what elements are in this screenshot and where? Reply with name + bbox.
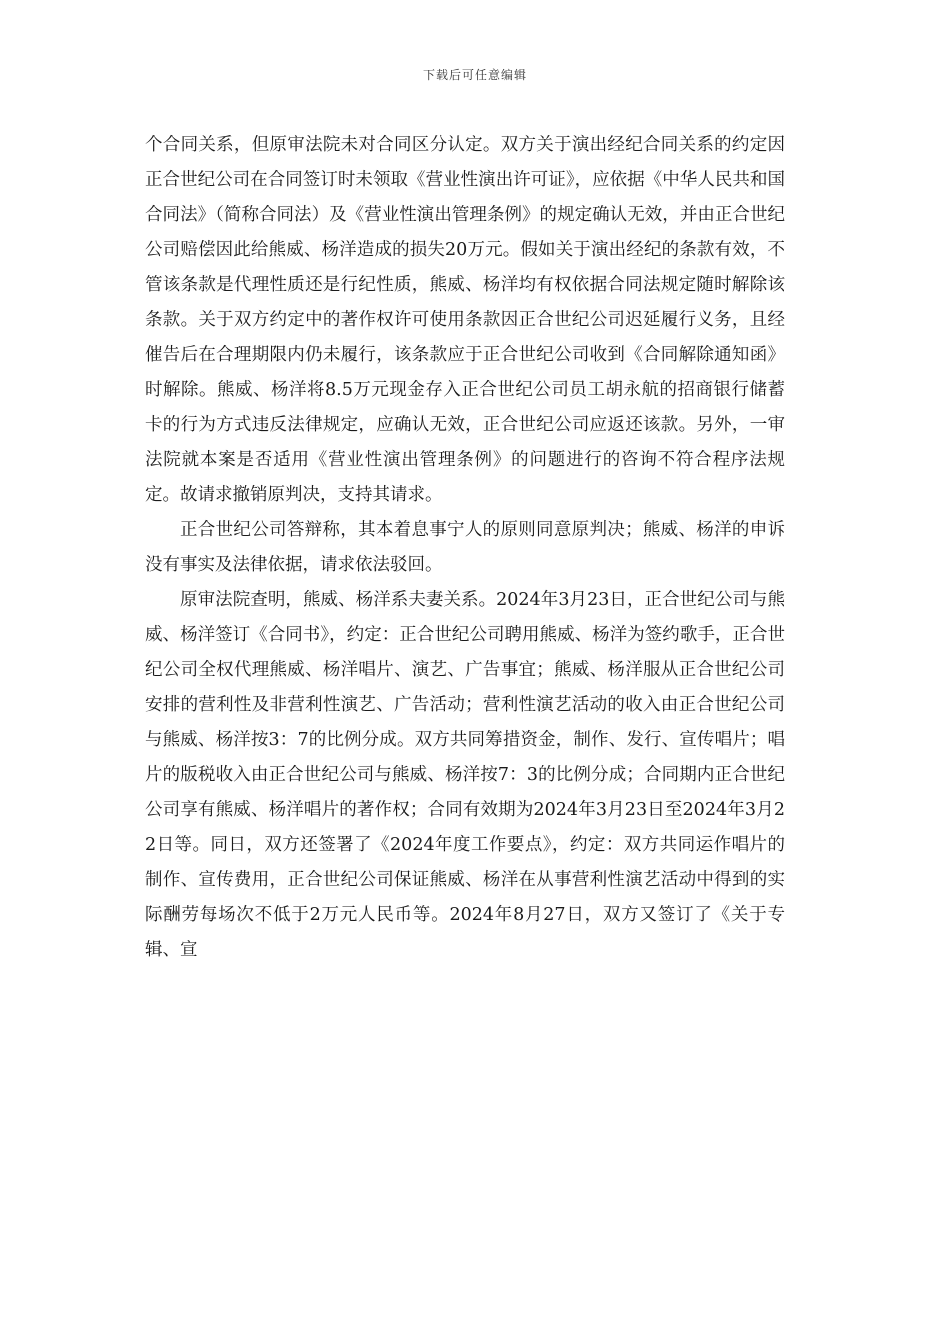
paragraph-appeal-continued: 个合同关系，但原审法院未对合同区分认定。双方关于演出经纪合同关系的约定因正合世纪公司在合同签订时未领取《营业性演出许可证》，应依据《中华人民共和国合同法》（简称合同法）及《营业性演出管理条例》的规定确认无效，并由正合世纪公司赔偿因此给熊威、杨洋造成的损失20万元。假如关于演出经纪的条款有效，不管该条款是代理性质还是行纪性质，熊威、杨洋均有权依据合同法规定随时解除该条款。关于双方约定中的著作权许可使用条款因正合世纪公司迟延履行义务，且经催告后在合理期限内仍未履行，该条款应于正合世纪公司收到《合同解除通知函》时解除。熊威、杨洋将8.5万元现金存入正合世纪公司员工胡永航的招商银行储蓄卡的行为方式违反法律规定，应确认无效，正合世纪公司应返还该款。另外，一审法院就本案是否适用《营业性演出管理条例》的问题进行的咨询不符合程序法规定。故请求撤销原判决，支持其请求。 (145, 135, 785, 505)
page-header-note: 下载后可任意编辑 (422, 68, 527, 82)
paragraph-court-findings: 原审法院查明，熊威、杨洋系夫妻关系。2024年3月23日，正合世纪公司与熊威、杨洋签订《合同书》，约定：正合世纪公司聘用熊威、杨洋为签约歌手，正合世纪公司全权代理熊威、杨洋唱片、演艺、广告事宜；熊威、杨洋服从正合世纪公司安排的营利性及非营利性演艺、广告活动；营利性演艺活动的收入由正合世纪公司与熊威、杨洋按3：7的比例分成。双方共同筹措资金，制作、发行、宣传唱片；唱片的版税收入由正合世纪公司与熊威、杨洋按7：3的比例分成；合同期内正合世纪公司享有熊威、杨洋唱片的著作权；合同有效期为2024年3月23日至2024年3月22日等。同日，双方还签署了《2024年度工作要点》，约定：双方共同运作唱片的制作、宣传费用，正合世纪公司保证熊威、杨洋在从事营利性演艺活动中得到的实际酬劳每场次不低于2万元人民币等。2024年8月27日，双方又签订了《关于专辑、宣 (145, 590, 785, 960)
document-body (145, 128, 785, 968)
paragraph-respondent-reply: 正合世纪公司答辩称，其本着息事宁人的原则同意原判决；熊威、杨洋的申诉没有事实及法律依据，请求依法驳回。 (145, 520, 785, 575)
